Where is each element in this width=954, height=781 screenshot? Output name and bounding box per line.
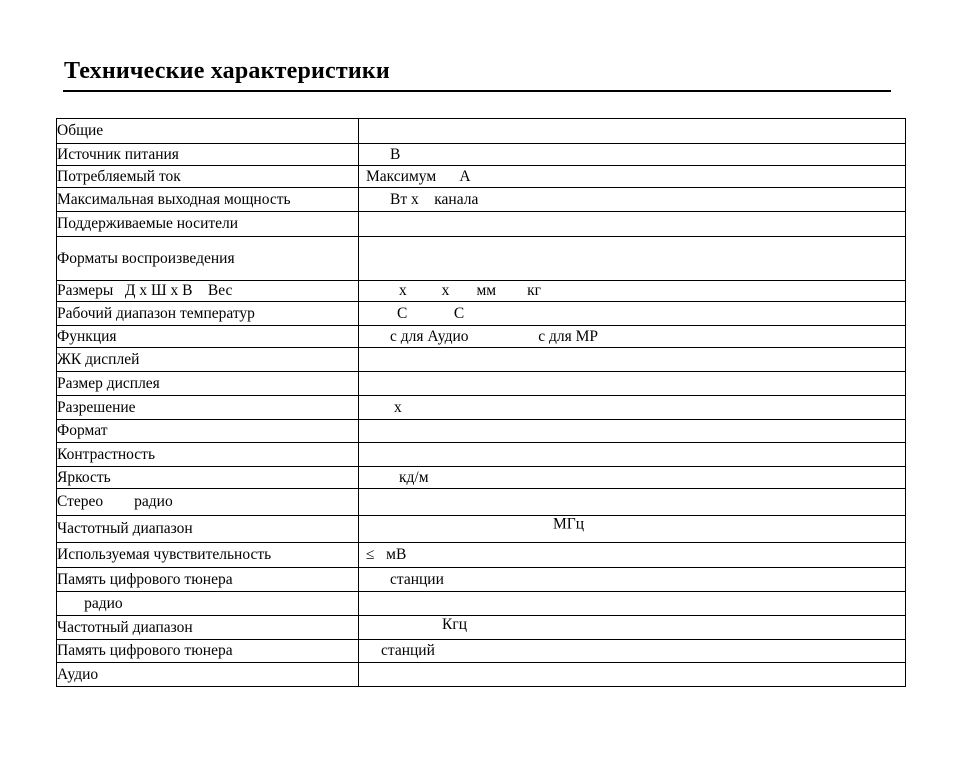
row-value: ≤ мВ	[366, 545, 407, 563]
section-label-stereo-radio: Стерео радио	[57, 489, 359, 516]
row-value	[359, 372, 906, 396]
row-label: Максимальная выходная мощность	[57, 188, 359, 212]
row-label: Рабочий диапазон температур	[57, 302, 359, 326]
row-label: Источник питания	[57, 144, 359, 166]
row-value	[359, 489, 906, 516]
section-label-general: Общие	[57, 119, 359, 144]
row-label: Частотный диапазон	[57, 516, 359, 543]
row-label: Формат	[57, 420, 359, 443]
row-value: Кгц	[442, 615, 467, 633]
spec-table	[56, 118, 906, 687]
table-row	[57, 489, 906, 516]
row-value: кд/м	[399, 468, 429, 486]
row-label: Память цифрового тюнера	[57, 640, 359, 663]
table-row	[57, 281, 906, 302]
title-underline	[63, 90, 891, 92]
table-row	[57, 420, 906, 443]
row-label: Потребляемый ток	[57, 166, 359, 188]
table-row	[57, 443, 906, 467]
row-value: с для Аудио с для МР	[390, 327, 599, 345]
table-row	[57, 119, 906, 144]
table-row	[57, 237, 906, 281]
row-value: х х мм кг	[399, 281, 542, 299]
page-title: Технические характеристики	[64, 58, 390, 84]
row-value: х	[394, 398, 402, 416]
row-value	[359, 212, 906, 237]
row-value: С С	[397, 304, 465, 322]
table-row	[57, 212, 906, 237]
section-label-lcd: ЖК дисплей	[57, 348, 359, 372]
section-label-audio: Аудио	[57, 663, 359, 687]
row-value	[359, 237, 906, 281]
row-value	[359, 663, 906, 687]
row-label: Яркость	[57, 467, 359, 489]
section-label-radio: радио	[57, 592, 359, 616]
row-label: Функция	[57, 326, 359, 348]
table-row	[57, 616, 906, 640]
table-row	[57, 568, 906, 592]
table-row	[57, 302, 906, 326]
row-label: Поддерживаемые носители	[57, 212, 359, 237]
row-label: Размеры Д х Ш х В Вес	[57, 281, 359, 302]
row-value: Максимум А	[366, 167, 471, 185]
row-label: Частотный диапазон	[57, 616, 359, 640]
table-row	[57, 166, 906, 188]
table-row	[57, 396, 906, 420]
table-row	[57, 144, 906, 166]
table-row	[57, 348, 906, 372]
row-label: Размер дисплея	[57, 372, 359, 396]
row-label: Память цифрового тюнера	[57, 568, 359, 592]
row-label: Контрастность	[57, 443, 359, 467]
row-label: Разрешение	[57, 396, 359, 420]
table-row	[57, 372, 906, 396]
table-row	[57, 467, 906, 489]
table-row	[57, 640, 906, 663]
table-row	[57, 543, 906, 568]
row-label: Форматы воспроизведения	[57, 237, 359, 281]
table-row	[57, 592, 906, 616]
row-value: станции	[390, 570, 444, 588]
row-value	[359, 420, 906, 443]
table-row	[57, 326, 906, 348]
row-value	[359, 443, 906, 467]
row-value: МГц	[553, 515, 585, 533]
row-value: В	[390, 145, 401, 163]
row-value: Вт х канала	[390, 190, 479, 208]
table-row	[57, 663, 906, 687]
row-label: Используемая чувствительность	[57, 543, 359, 568]
table-row	[57, 516, 906, 543]
row-value	[359, 348, 906, 372]
table-row	[57, 188, 906, 212]
row-value	[359, 592, 906, 616]
row-value	[359, 119, 906, 144]
row-value: станций	[381, 641, 435, 659]
